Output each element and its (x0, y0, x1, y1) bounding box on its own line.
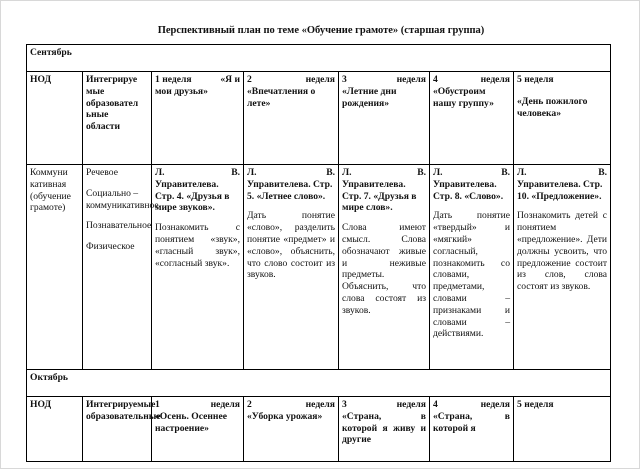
lesson-cell-3: Л. В. Управителева. Стр. 7. «Друзья в мире слов». Слова имеют смысл. Слова обозначают живые и неживые предметы. Объяснить, что слова состоят из звуков. (339, 165, 430, 370)
body-row-september (27, 165, 611, 370)
nod-label: НОД (27, 72, 83, 165)
lesson-cell-5: Л. В. Управителева. Стр. 10. «Предложение». Познакомить детей с понятием «предложение». Дети должны усвоить, что предложение состоит из слов, слова состоят из звуков. (514, 165, 611, 370)
integr-header: Интегрируемые образовательные (83, 397, 152, 462)
week-header-1: 1 неделя «Осень. Осеннее настроение» (152, 397, 244, 462)
week-header-3: 3 неделя «Страна, в которой я живу и другие (339, 397, 430, 462)
week-header-4: 4 неделя «Обустроим нашу группу» (430, 72, 514, 165)
week-header-3: 3 неделя «Летние дни рождения» (339, 72, 430, 165)
week-header-2: 2 неделя «Впечатления о лете» (244, 72, 339, 165)
month-row-october (27, 370, 611, 397)
lesson-cell-2: Л. В. Управителева. Стр. 5. «Летнее слово». Дать понятие «слово», разделить понятие «предмет» и «слово», объяснить, что слово состоит из звуков. (244, 165, 339, 370)
week-header-5: 5 неделя «День пожилого человека» (514, 72, 611, 165)
month-row-september (27, 45, 611, 72)
page-title: Перспективный план по теме «Обучение грамоте» (старшая группа) (157, 25, 485, 36)
week-header-1: 1 неделя «Я и мои друзья» (152, 72, 244, 165)
month-name: Сентябрь (27, 45, 611, 72)
plan-table (26, 44, 611, 462)
lesson-cell-4: Л. В. Управителева. Стр. 8. «Слово». Дать понятие «твердый» и «мягкий» согласный, познакомить со словами, предметами, словами – признаками и словами – действиями. (430, 165, 514, 370)
week-header-4: 4 неделя «Страна, в которой я (430, 397, 514, 462)
header-row-september (27, 72, 611, 165)
week-header-2: 2 неделя «Уборка урожая» (244, 397, 339, 462)
week-header-5: 5 неделя (514, 397, 611, 462)
area-cell: Коммуни кативная (обучение грамоте) (27, 165, 83, 370)
month-name: Октябрь (27, 370, 611, 397)
header-row-october (27, 397, 611, 462)
integr-areas-cell: Речевое Социально – коммуникативное Познавательное Физическое (83, 165, 152, 370)
lesson-cell-1: Л. В. Управителева. Стр. 4. «Друзья в мире звуков». Познакомить с понятием «звук», «гласный звук», «согласный звук». (152, 165, 244, 370)
integr-header: Интегрируе мые образовател ьные области (83, 72, 152, 165)
nod-label: НОД (27, 397, 83, 462)
